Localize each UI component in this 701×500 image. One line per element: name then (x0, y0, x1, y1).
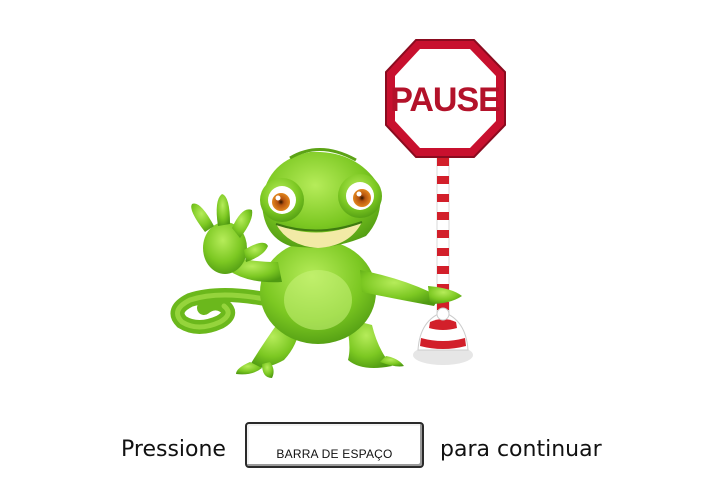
right-eye (338, 174, 382, 218)
sign-pole (413, 150, 473, 365)
spacebar-key-button[interactable] (245, 422, 424, 468)
pause-sign-text: PAUSE (390, 81, 500, 119)
prompt-text-after: para continuar (440, 437, 602, 462)
prompt-text-before: Pressione (121, 437, 226, 462)
left-eye (260, 178, 304, 222)
spacebar-key-label: BARRA DE ESPAÇO (276, 447, 393, 461)
pause-sign (386, 40, 505, 157)
